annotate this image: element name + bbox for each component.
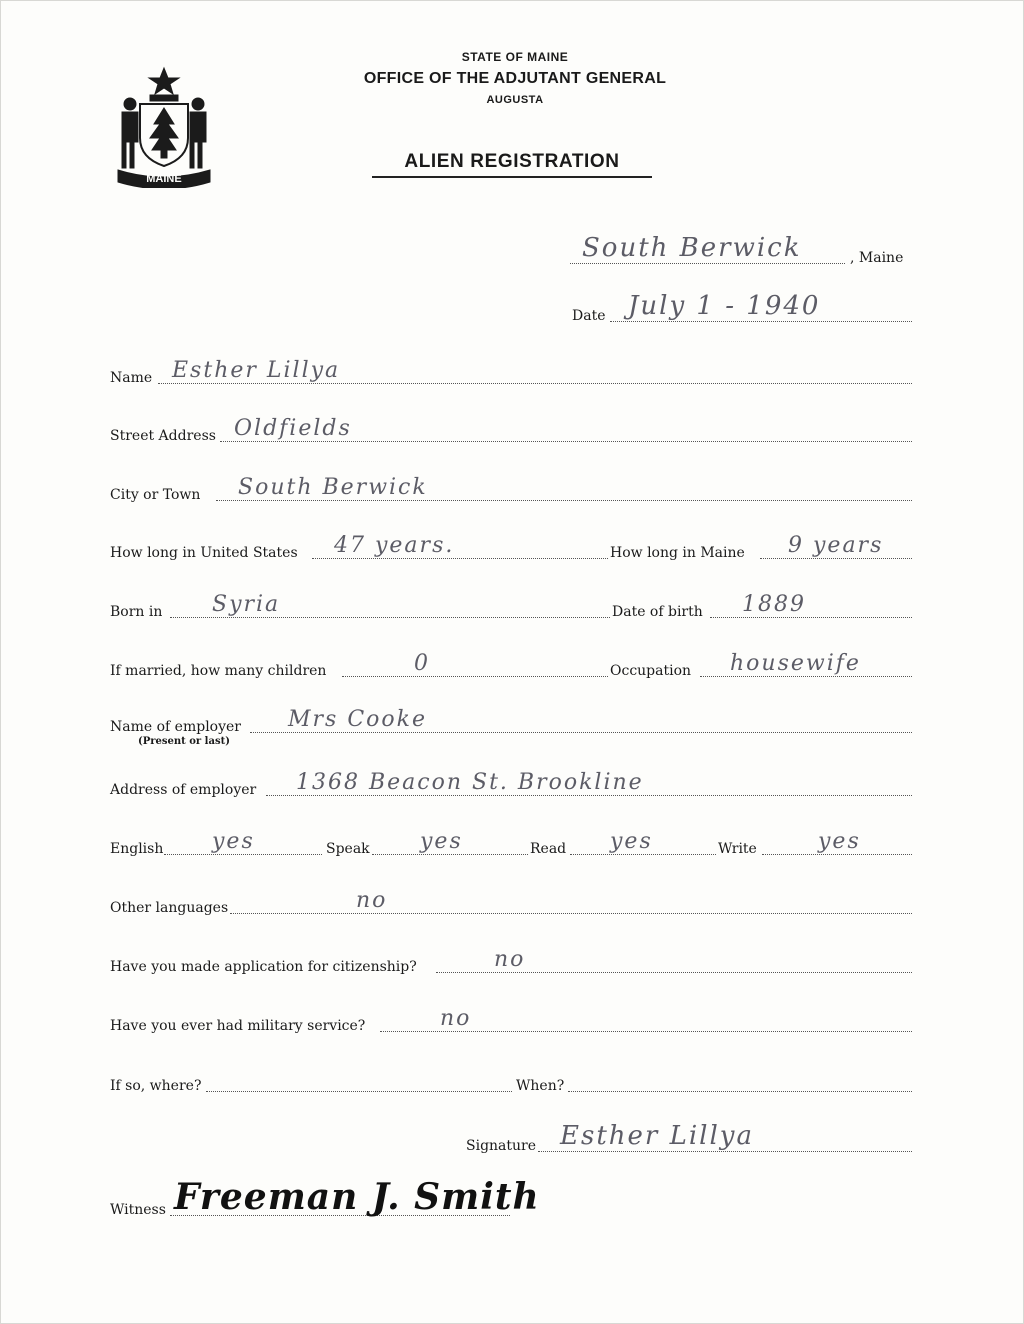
military-row xyxy=(110,1006,912,1034)
location-town: South Berwick xyxy=(582,233,802,263)
citizenship-value: no xyxy=(494,947,526,972)
signature-row xyxy=(466,1121,912,1154)
other-languages-label: Other languages xyxy=(110,900,229,916)
date-label: Date xyxy=(572,308,606,324)
employer-address-label: Address of employer xyxy=(110,782,257,798)
date-row xyxy=(572,291,914,324)
write-value: yes xyxy=(818,829,861,854)
employer-value: Mrs Cooke xyxy=(288,707,427,732)
employer-label: Name of employer xyxy=(110,719,241,735)
write-label: Write xyxy=(718,841,757,857)
when-label: When? xyxy=(516,1078,565,1094)
occupation-label: Occupation xyxy=(610,663,692,679)
maine-state-seal-icon xyxy=(110,64,218,188)
city-label: City or Town xyxy=(110,487,201,503)
read-label: Read xyxy=(530,841,567,857)
other-languages-value: no xyxy=(356,888,388,913)
location-suffix: , Maine xyxy=(850,250,904,266)
english-row xyxy=(110,829,912,857)
date-value: July 1 - 1940 xyxy=(628,291,821,321)
citizenship-row xyxy=(110,947,912,975)
name-row xyxy=(110,358,912,386)
military-label: Have you ever had military service? xyxy=(110,1018,366,1034)
dob-value: 1889 xyxy=(742,592,806,617)
witness-signature: Freeman J. Smith xyxy=(174,1176,540,1218)
document-header xyxy=(300,50,730,106)
where-label: If so, where? xyxy=(110,1078,202,1094)
military-value: no xyxy=(440,1006,472,1031)
city-value: South Berwick xyxy=(238,475,428,500)
witness-label: Witness xyxy=(110,1202,166,1218)
where-when-row xyxy=(110,1066,912,1094)
employer-sublabel: (Present or last) xyxy=(138,736,230,747)
location-row xyxy=(570,233,920,266)
street-row xyxy=(110,416,912,444)
street-value: Oldfields xyxy=(234,416,352,441)
children-label: If married, how many children xyxy=(110,663,327,679)
read-value: yes xyxy=(610,829,653,854)
signature-value: Esther Lillya xyxy=(560,1121,754,1151)
form-title: ALIEN REGISTRATION xyxy=(372,151,652,178)
header-office: OFFICE OF THE ADJUTANT GENERAL xyxy=(363,70,667,87)
english-value: yes xyxy=(212,829,255,854)
dob-label: Date of birth xyxy=(612,604,703,620)
born-in-label: Born in xyxy=(110,604,163,620)
city-row xyxy=(110,475,912,503)
children-value: 0 xyxy=(414,651,430,676)
maine-duration-label: How long in Maine xyxy=(610,545,745,561)
witness-row xyxy=(110,1168,540,1218)
speak-value: yes xyxy=(420,829,463,854)
citizenship-label: Have you made application for citizenship? xyxy=(110,959,417,975)
name-value: Esther Lillya xyxy=(172,358,341,383)
name-label: Name xyxy=(110,370,153,386)
header-city: AUGUSTA xyxy=(486,94,544,106)
english-label: English xyxy=(110,841,164,857)
other-languages-row xyxy=(110,888,912,916)
birth-row xyxy=(110,592,912,620)
employer-address-value: 1368 Beacon St. Brookline xyxy=(296,770,644,795)
occupation-value: housewife xyxy=(730,651,861,676)
born-in-value: Syria xyxy=(212,592,281,617)
maine-duration-value: 9 years xyxy=(788,533,884,558)
svg-text:MAINE: MAINE xyxy=(146,173,182,185)
employer-address-row xyxy=(110,770,912,798)
duration-row xyxy=(110,533,912,561)
us-duration-value: 47 years. xyxy=(334,533,455,558)
street-label: Street Address xyxy=(110,428,216,444)
speak-label: Speak xyxy=(326,841,370,857)
employer-row xyxy=(110,707,912,735)
children-row xyxy=(110,651,912,679)
header-state: STATE OF MAINE xyxy=(461,50,569,64)
signature-label: Signature xyxy=(466,1138,537,1154)
us-duration-label: How long in United States xyxy=(110,545,298,561)
